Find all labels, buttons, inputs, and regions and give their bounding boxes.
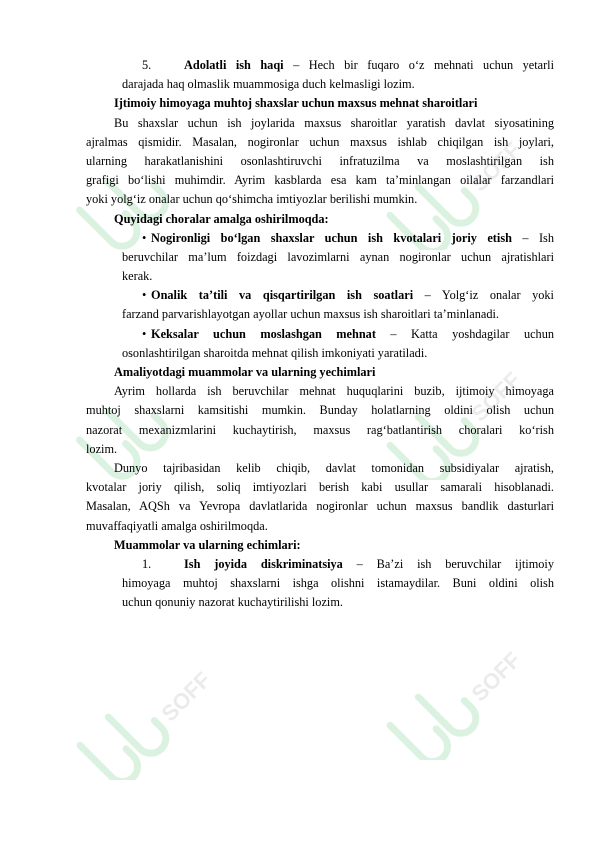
svg-text:SOFF: SOFF: [156, 667, 216, 727]
item-5-number: 5.: [142, 58, 152, 72]
bullet-3-line-1: [142, 325, 554, 344]
bullet-1-line-3: kerak.: [122, 269, 153, 284]
bullet-2-line-1: [142, 286, 554, 305]
para-2-line-2: muhtoj shaxslarni kamsitishi mumkin. Bunday holatlarning oldini olish uchun: [86, 403, 554, 418]
para-1-line-5: yoki yolg‘iz onalar uchun qo‘shimcha imtiyozlar berilishi mumkin.: [86, 192, 418, 207]
section-heading-3: Amaliyotdagi muammolar va ularning yechimlari: [114, 365, 376, 379]
bullet-1-line-1: [142, 229, 554, 248]
para-1-line-2: ajralmas qismidir. Masalan, nogironlar uchun maxsus ishlab chiqilgan ish joylari,: [86, 134, 554, 149]
item-1-text: – Ba’zi ish beruvchilar ijtimoiy: [342, 556, 554, 571]
bullet-3-text: – Katta yoshdagilar uchun: [375, 326, 554, 341]
bullet-2-text: – Yolg‘iz onalar yoki: [413, 288, 554, 303]
bullet-2-marker: •: [142, 288, 147, 303]
item-1-number: 1.: [142, 556, 152, 571]
para-2-line-4: lozim.: [86, 441, 118, 456]
section-heading-4: Muammolar va ularning echimlari:: [114, 537, 301, 552]
bullet-3-title: Keksalar uchun moslashgan mehnat: [151, 326, 376, 341]
watermark-left-bottom: [62, 640, 282, 780]
bullet-1-line-2: beruvchilar ma’lum foizdagi lavozimlarni aynan nogironlar uchun ajratishlari: [122, 249, 554, 264]
item-5-text: – Hech bir fuqaro o‘z mehnati uchun yetarli: [283, 58, 554, 72]
item-1-title: Ish joyida diskriminatsiya: [184, 556, 343, 571]
para-3-line-3: Masalan, AQSh va Yevropa davlatlarida nogironlar uchun maxsus bandlik dasturlari: [86, 499, 554, 514]
item-5-line-1: [142, 56, 554, 75]
bullet-1-marker: •: [142, 230, 147, 245]
item-1-line-2: himoyaga muhtoj shaxslarni ishga olishni istamaydilar. Buni oldini olish: [122, 576, 554, 591]
para-3-line-2: kvotalar joriy qilish, soliq imtiyozlari berish kabi usullar samarali hisoblanadi.: [86, 480, 554, 495]
para-3-line-1: Dunyo tajribasidan kelib chiqib, davlat tomonidan subsidiyalar ajratish,: [114, 460, 554, 475]
para-3-line-4: muvaffaqiyatli amalga oshirilmoqda.: [86, 518, 268, 533]
item-1-line-1: [142, 555, 554, 574]
svg-text:SOFF: SOFF: [466, 137, 526, 197]
para-1-line-3: ularning harakatlanishini osonlashtiruvchi infratuzilma va moslashtirilgan ish: [86, 153, 554, 168]
bullet-2-title: Onalik ta’tili va qisqartirilgan ish soatlari: [151, 288, 414, 303]
para-2-line-3: nazorat mexanizmlarini kuchaytirish, maxsus rag‘batlantirish choralari ko‘rish: [86, 422, 554, 437]
bullet-1-text: – Ish: [511, 230, 554, 245]
bullet-2-line-2: farzand parvarishlayotgan ayollar uchun maxsus ish sharoitlari ta’minlanadi.: [122, 307, 499, 322]
para-2-line-1: Ayrim hollarda ish beruvchilar mehnat huquqlarini buzib, ijtimoiy himoyaga: [114, 384, 554, 399]
bullet-1-title: Nogironligi bo‘lgan shaxslar uchun ish kvotalari joriy etish: [151, 230, 512, 245]
svg-text:SOFF: SOFF: [466, 367, 526, 427]
section-heading-2: Quyidagi choralar amalga oshirilmoqda:: [114, 211, 329, 226]
para-1-line-4: grafigi bo‘lishi muhimdir. Ayrim kasblarda esa kam ta’minlangan oilalar farzandlari: [86, 173, 554, 188]
item-5-line-2: darajada haq olmaslik muammosiga duch kelmasligi lozim.: [122, 77, 415, 92]
watermark-right-bottom: [372, 620, 592, 760]
document-page: [86, 56, 554, 612]
para-1-line-1: Bu shaxslar uchun ish joylarida maxsus sharoitlar yaratish davlat siyosatining: [114, 115, 554, 130]
bullet-3-marker: •: [142, 326, 147, 341]
svg-text:SOFF: SOFF: [466, 647, 526, 707]
bullet-3-line-2: osonlashtirilgan sharoitda mehnat qilish imkoniyati yaratiladi.: [122, 345, 428, 360]
item-1-line-3: uchun qonuniy nazorat kuchaytirilishi lozim.: [122, 595, 343, 610]
item-5-title: Adolatli ish haqi: [184, 58, 284, 72]
section-heading-1: Ijtimoiy himoyaga muhtoj shaxslar uchun maxsus mehnat sharoitlari: [114, 96, 478, 111]
